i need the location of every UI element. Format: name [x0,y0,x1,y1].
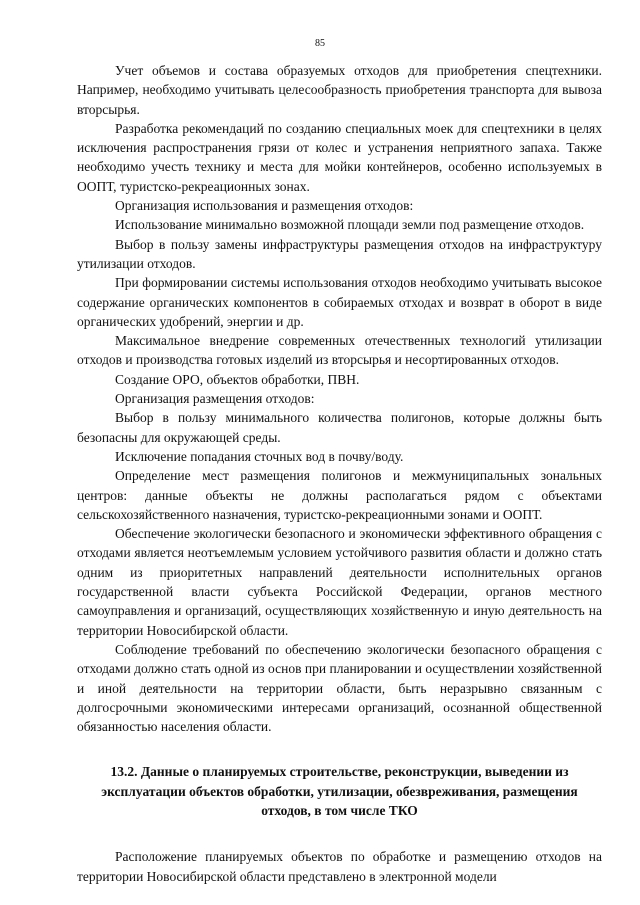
paragraph: Учет объемов и состава образуемых отходов для приобретения спецтехники. Например, необходимо учитывать целесообразность приобретения транспорта для вывоза вторсырья. [77,63,602,117]
paragraph: При формировании системы использования отходов необходимо учитывать высокое содержание органических компонентов в собираемых отходах и возврат в оборот в виде органических удобрений, энергии и др. [77,275,602,329]
paragraph: Исключение попадания сточных вод в почву/воду. [115,448,404,464]
paragraph: Соблюдение требований по обеспечению экологически безопасного обращения с отходами должно стать одной из основ при планировании и осуществлении хозяйственной и иной деятельности на территории области, быть неразрывно связанным с долгосрочными экономическими интересами организаций, осознанной общественной обязанностью населения области. [77,641,602,735]
paragraph: Организация размещения отходов: [115,391,315,407]
paragraph: Выбор в пользу минимального количества полигонов, которые должны быть безопасны для окружающей среды. [77,410,602,445]
paragraph: Использование минимально возможной площади земли под размещение отходов. [115,217,585,233]
paragraph: Организация использования и размещения отходов: [115,198,414,214]
section-heading: 13.2. Данные о планируемых строительстве, реконструкции, выведении из эксплуатации объектов обработки, утилизации, обезвреживания, размещения отходов, в том числе ТКО [101,764,578,818]
paragraph: Создание ОРО, объектов обработки, ПВН. [115,371,360,387]
paragraph: Расположение планируемых объектов по обработке и размещению отходов на территории Новосибирской области представлено в электронной модели [77,849,602,884]
paragraph: Максимальное внедрение современных отечественных технологий утилизации отходов и производства готовых изделий из вторсырья и несортированных отходов. [77,333,602,368]
paragraph: Выбор в пользу замены инфраструктуры размещения отходов на инфраструктуру утилизации отходов. [77,236,602,271]
page-number: 85 [315,38,325,49]
paragraph: Обеспечение экологически безопасного и экономически эффективного обращения с отходами является неотъемлемым условием устойчивого развития области и должно стать одним из приоритетных направлений деятельности исполнительных органов государственной власти субъекта Российской Федерации, органов местного самоуправления и организаций, осуществляющих хозяйственную и иную деятельность на территории Новосибирской области. [77,526,602,638]
paragraph: Определение мест размещения полигонов и межмуниципальных зональных центров: данные объекты не должны располагаться рядом с объектами сельскохозяйственного назначения, туристско-рекреационными зонами и ООПТ. [77,468,602,522]
document-body [77,61,602,886]
paragraph: Разработка рекомендаций по созданию специальных моек для спецтехники в целях исключения распространения грязи от колес и устранения неприятного запаха. Также необходимо учесть технику и места для мойки контейнеров, особенно используемых в ООПТ, туристско-рекреационных зонах. [77,120,602,194]
